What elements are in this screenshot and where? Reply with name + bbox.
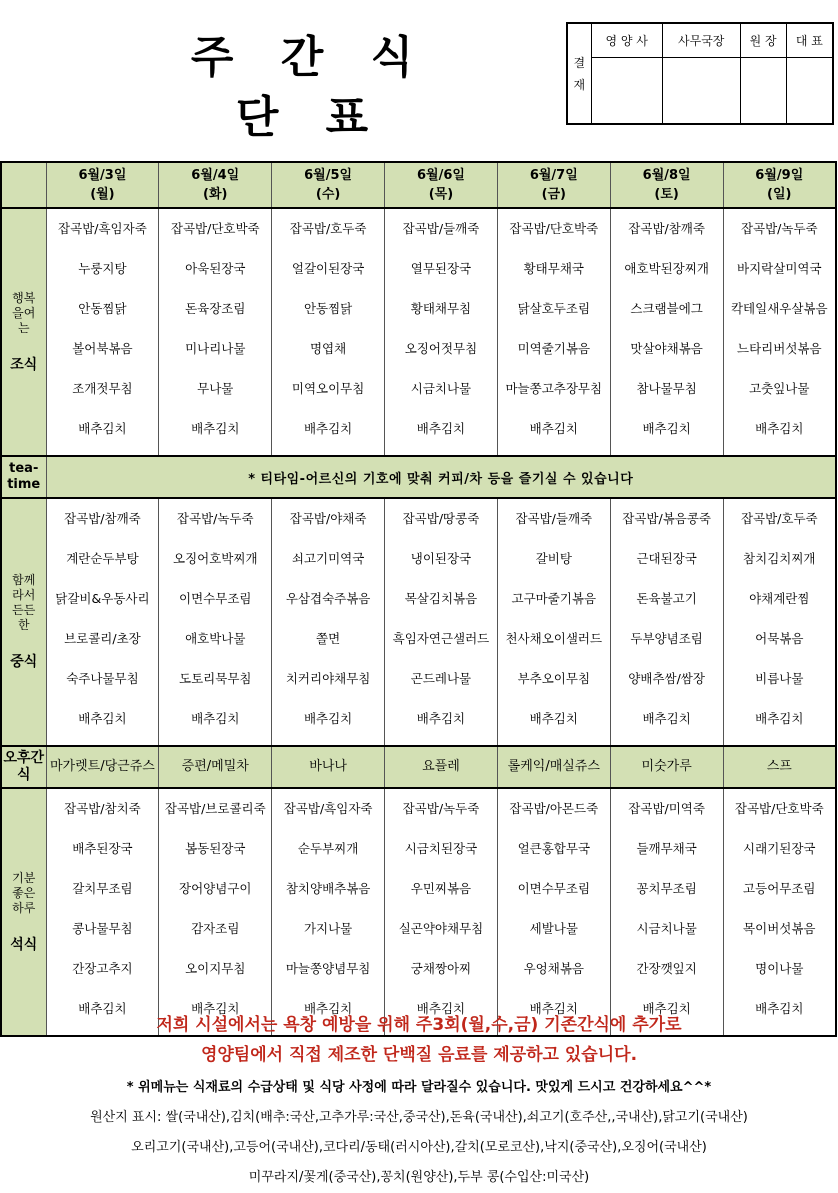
corner-cell (1, 162, 46, 208)
menu-item: 콩나물무침 (72, 921, 133, 936)
approval-role: 영 양 사 (591, 23, 662, 57)
snack-item: 바나나 (272, 746, 385, 788)
menu-item: 간장고추지 (72, 961, 133, 976)
teatime-row (1, 456, 836, 498)
menu-item: 배추김치 (191, 421, 240, 436)
menu-item: 비름나물 (755, 671, 804, 686)
menu-item: 잡곡밥/들깨죽 (515, 511, 593, 526)
day-header (723, 162, 836, 208)
menu-item: 애호박된장찌개 (624, 261, 709, 276)
menu-item: 배추김치 (642, 711, 691, 726)
menu-item: 조개젓무침 (72, 381, 133, 396)
menu-item: 숙주나물무침 (66, 671, 139, 686)
menu-item: 아욱된장국 (185, 261, 246, 276)
snack-row (1, 746, 836, 788)
day-date: 6월/8일 (642, 168, 691, 183)
lunch-row (1, 498, 836, 746)
lunch-side-label (1, 498, 46, 746)
menu-item: 간장깻잎지 (636, 961, 697, 976)
breakfast-label: 조식 (10, 356, 38, 373)
menu-item: 배추김치 (303, 421, 353, 436)
menu-item: 참나물무침 (636, 381, 697, 396)
menu-item: 잡곡밥/야채죽 (289, 511, 367, 526)
notice-line-3: * 위메뉴는 식재료의 수급상태 및 식당 사정에 따라 달라질수 있습니다. 맛있게 드시고 건강하세요^^* (126, 1080, 712, 1095)
menu-item: 잡곡밥/미역죽 (628, 801, 705, 816)
menu-item: 어묵볶음 (755, 631, 804, 646)
lunch-day-cell (497, 498, 610, 746)
menu-item: 얼큰홍합무국 (517, 841, 591, 856)
dinner-day-cell (497, 788, 610, 1036)
menu-item: 이면수무조림 (179, 591, 252, 606)
dinner-day-cell (723, 788, 836, 1036)
origin-line-2: 오리고기(국내산),고등어(국내산),코다리/동태(러시아산),갈치(모로코산),낙지(중국산),오징어(국내산) (131, 1140, 707, 1155)
breakfast-slogan: 행복을여는 (12, 290, 36, 335)
menu-item: 이면수무조림 (517, 881, 591, 896)
menu-item: 배추김치 (303, 711, 353, 726)
snack-item: 미숫가루 (610, 746, 723, 788)
menu-item: 꽁치무조림 (636, 881, 697, 896)
menu-item: 닭살호두조림 (517, 301, 591, 316)
dinner-day-cell (385, 788, 498, 1036)
menu-item: 시금치된장국 (404, 841, 478, 856)
menu-item: 갈비탕 (535, 551, 572, 566)
lunch-day-cell (272, 498, 385, 746)
menu-item: 배추김치 (416, 1001, 466, 1016)
menu-item: 배추김치 (78, 421, 127, 436)
menu-item: 두부양념조림 (630, 631, 703, 646)
menu-item: 배추김치 (191, 711, 240, 726)
day-of-week: (화) (203, 187, 228, 202)
menu-item: 고등어무조림 (743, 881, 816, 896)
menu-item: 우민찌볶음 (410, 881, 472, 896)
approval-box (566, 22, 834, 125)
menu-item: 목이버섯볶음 (743, 921, 816, 936)
date-header-row (1, 162, 836, 208)
menu-item: 누룽지탕 (78, 261, 127, 276)
menu-item: 스크램블에그 (630, 301, 703, 316)
approval-label: 결재 (567, 23, 591, 124)
menu-item: 미역오이무침 (291, 381, 365, 396)
menu-item: 마늘쫑고추장무침 (505, 381, 603, 396)
menu-item: 잡곡밥/녹두죽 (176, 511, 254, 526)
menu-item: 장어양념구이 (179, 881, 252, 896)
menu-item: 배추김치 (529, 1001, 578, 1016)
teatime-message: * 티타임-어르신의 기호에 맞춰 커피/차 등을 즐기실 수 있습니다 (46, 456, 836, 498)
menu-item: 얼갈이된장국 (291, 261, 365, 276)
origin-info (0, 1103, 838, 1193)
menu-item: 오징어호박찌개 (173, 551, 258, 566)
approval-sign-box (786, 57, 833, 124)
menu-item: 잡곡밥/단호박죽 (509, 221, 599, 236)
approval-sign-box (591, 57, 662, 124)
menu-item: 마늘쫑양념무침 (285, 961, 371, 976)
menu-item: 시금치나물 (410, 381, 472, 396)
menu-item: 배추김치 (755, 711, 804, 726)
approval-role: 원 장 (740, 23, 786, 57)
lunch-day-cell (723, 498, 836, 746)
menu-item: 배추김치 (529, 711, 578, 726)
menu-item: 고춧잎나물 (749, 381, 810, 396)
menu-item: 부추오이무침 (517, 671, 591, 686)
menu-item: 시래기된장국 (743, 841, 816, 856)
origin-line-3: 미꾸라지/꽃게(중국산),꽁치(원양산),두부 콩(수입산:미국산) (248, 1170, 590, 1185)
snack-item: 마가렛트/당근쥬스 (46, 746, 159, 788)
menu-item: 미나리나물 (185, 341, 246, 356)
menu-item: 배추김치 (416, 421, 466, 436)
menu-item: 돈육장조림 (185, 301, 246, 316)
menu-item: 무나물 (197, 381, 234, 396)
breakfast-day-cell (610, 208, 723, 456)
menu-item: 잡곡밥/녹두죽 (740, 221, 818, 236)
menu-item: 쫄면 (316, 631, 341, 646)
menu-item: 냉이된장국 (410, 551, 472, 566)
menu-item: 황태채무침 (410, 301, 472, 316)
menu-item: 잡곡밥/흑임자죽 (58, 221, 147, 236)
lunch-day-cell (159, 498, 272, 746)
menu-item: 잡곡밥/호두죽 (740, 511, 818, 526)
day-of-week: (금) (541, 187, 567, 202)
dinner-day-cell (610, 788, 723, 1036)
dinner-day-cell (46, 788, 159, 1036)
menu-item: 순두부찌개 (297, 841, 359, 856)
menu-item: 계란순두부탕 (66, 551, 139, 566)
lunch-day-cell (385, 498, 498, 746)
dinner-slogan: 기분좋은하루 (12, 870, 36, 915)
menu-item: 잡곡밥/들깨죽 (402, 221, 480, 236)
menu-item: 배추김치 (78, 1001, 127, 1016)
weekly-menu-table (0, 161, 837, 1037)
day-date: 6월/7일 (529, 168, 578, 183)
menu-item: 감자조림 (191, 921, 240, 936)
notice-line-2: 영양팀에서 직접 제조한 단백질 음료를 제공하고 있습니다. (200, 1045, 638, 1065)
day-header (497, 162, 610, 208)
menu-item: 가지나물 (303, 921, 353, 936)
day-header (272, 162, 385, 208)
menu-item: 명엽채 (309, 341, 347, 356)
menu-item: 근대된장국 (636, 551, 697, 566)
menu-item: 곤드레나물 (410, 671, 472, 686)
menu-item: 쇠고기미역국 (291, 551, 365, 566)
page-title: 주 간 식 단 표 (190, 32, 430, 143)
menu-item: 미역줄기볶음 (517, 341, 591, 356)
dinner-day-cell (272, 788, 385, 1036)
day-date: 6월/9일 (755, 168, 804, 183)
menu-item: 닭갈비&우동사리 (55, 591, 150, 606)
dinner-day-cell (159, 788, 272, 1036)
breakfast-day-cell (46, 208, 159, 456)
lunch-day-cell (610, 498, 723, 746)
day-date: 6월/3일 (78, 168, 127, 183)
menu-item: 배추김치 (303, 1001, 353, 1016)
menu-item: 양배추쌈/쌈장 (628, 671, 705, 686)
menu-item: 고구마줄기볶음 (511, 591, 597, 606)
breakfast-day-cell (385, 208, 498, 456)
menu-item: 배추김치 (191, 1001, 240, 1016)
menu-item: 치커리야채무침 (285, 671, 371, 686)
menu-item: 잡곡밥/참깨죽 (64, 511, 141, 526)
menu-item: 목살김치볶음 (404, 591, 478, 606)
menu-item: 바지락살미역국 (737, 261, 822, 276)
day-of-week: (토) (654, 187, 679, 202)
menu-item: 들깨무채국 (636, 841, 697, 856)
notice-red (0, 1010, 838, 1070)
menu-item: 참치양배추볶음 (285, 881, 371, 896)
day-date: 6월/5일 (304, 168, 353, 183)
menu-item: 배추김치 (755, 1001, 804, 1016)
lunch-day-cell (46, 498, 159, 746)
menu-item: 시금치나물 (636, 921, 697, 936)
breakfast-day-cell (723, 208, 836, 456)
snack-item: 요플레 (385, 746, 498, 788)
snack-item: 증편/메밀차 (159, 746, 272, 788)
approval-sign-box (662, 57, 740, 124)
day-of-week: (수) (315, 187, 341, 202)
menu-item: 도토리묵무침 (179, 671, 252, 686)
menu-item: 배추김치 (755, 421, 804, 436)
menu-item: 안동찜닭 (303, 301, 353, 316)
menu-item: 잡곡밥/단호박죽 (734, 801, 824, 816)
menu-item: 안동찜닭 (78, 301, 127, 316)
menu-item: 오이지무침 (185, 961, 246, 976)
menu-item: 잡곡밥/호두죽 (289, 221, 367, 236)
menu-item: 잡곡밥/볶음콩죽 (622, 511, 712, 526)
day-header (610, 162, 723, 208)
dinner-side-label (1, 788, 46, 1036)
menu-item: 야채계란찜 (749, 591, 810, 606)
menu-item: 돈육불고기 (636, 591, 697, 606)
lunch-label: 중식 (10, 654, 38, 670)
day-header (385, 162, 498, 208)
menu-item: 우삼겹숙주볶음 (285, 591, 371, 606)
menu-item: 잡곡밥/땅콩죽 (402, 511, 480, 526)
origin-line-1: 원산지 표시: 쌀(국내산),김치(배추:국산,고추가루:국산,중국산),돈육(국내산),쇠고기(호주산,,국내산),닭고기(국내산) (90, 1110, 748, 1125)
menu-item: 우엉채볶음 (523, 961, 584, 976)
menu-item: 잡곡밥/브로콜리죽 (164, 801, 266, 816)
snack-item: 롤케익/매실쥬스 (497, 746, 610, 788)
breakfast-side-label (1, 208, 46, 456)
approval-role: 사무국장 (662, 23, 740, 57)
menu-item: 실곤약야채무침 (398, 921, 484, 936)
teatime-side-label: tea-time (1, 456, 46, 498)
menu-item: 애호박나물 (185, 631, 246, 646)
notice-line-1: 저희 시설에서는 욕창 예방을 위해 주3회(월,수,금) 기존간식에 추가로 (156, 1015, 682, 1035)
breakfast-day-cell (159, 208, 272, 456)
menu-item: 볼어북볶음 (72, 341, 133, 356)
lunch-slogan: 함께라서든든한 (12, 573, 36, 632)
menu-item: 잡곡밥/아몬드죽 (509, 801, 599, 816)
day-date: 6월/4일 (191, 168, 240, 183)
menu-item: 봄동된장국 (185, 841, 246, 856)
menu-item: 황태무채국 (523, 261, 584, 276)
menu-item: 갈치무조림 (72, 881, 133, 896)
menu-item: 칵테일새우살볶음 (730, 301, 828, 316)
dinner-row (1, 788, 836, 1036)
menu-item: 참치김치찌개 (743, 551, 816, 566)
day-of-week: (일) (767, 187, 792, 202)
menu-item: 열무된장국 (410, 261, 472, 276)
dinner-label: 석식 (10, 936, 38, 953)
menu-item: 잡곡밥/녹두죽 (402, 801, 480, 816)
snack-side-label: 오후간식 (1, 746, 46, 788)
menu-item: 흑임자연근샐러드 (392, 631, 490, 646)
menu-item: 배추김치 (529, 421, 578, 436)
menu-item: 명이나물 (755, 961, 804, 976)
menu-item: 배추김치 (416, 711, 466, 726)
menu-item: 천사채오이샐러드 (505, 631, 603, 646)
breakfast-row (1, 208, 836, 456)
day-of-week: (목) (428, 187, 454, 202)
menu-item: 배추김치 (642, 421, 691, 436)
menu-item: 잡곡밥/단호박죽 (170, 221, 260, 236)
approval-sign-box (740, 57, 786, 124)
approval-role: 대 표 (786, 23, 833, 57)
snack-item: 스프 (723, 746, 836, 788)
menu-item: 배추김치 (78, 711, 127, 726)
menu-item: 잡곡밥/흑임자죽 (283, 801, 373, 816)
menu-item: 오징어젓무침 (404, 341, 478, 356)
day-header (46, 162, 159, 208)
day-header (159, 162, 272, 208)
breakfast-day-cell (272, 208, 385, 456)
breakfast-day-cell (497, 208, 610, 456)
menu-item: 느타리버섯볶음 (737, 341, 822, 356)
menu-item: 세발나물 (529, 921, 578, 936)
menu-item: 브로콜리/초장 (64, 631, 141, 646)
menu-item: 배추된장국 (72, 841, 133, 856)
menu-item: 잡곡밥/참치죽 (64, 801, 141, 816)
menu-item: 배추김치 (642, 1001, 691, 1016)
menu-item: 맛살야채볶음 (630, 341, 703, 356)
menu-item: 궁채짱아찌 (410, 961, 472, 976)
menu-item: 잡곡밥/참깨죽 (628, 221, 705, 236)
day-date: 6월/6일 (416, 168, 465, 183)
day-of-week: (월) (90, 187, 115, 202)
